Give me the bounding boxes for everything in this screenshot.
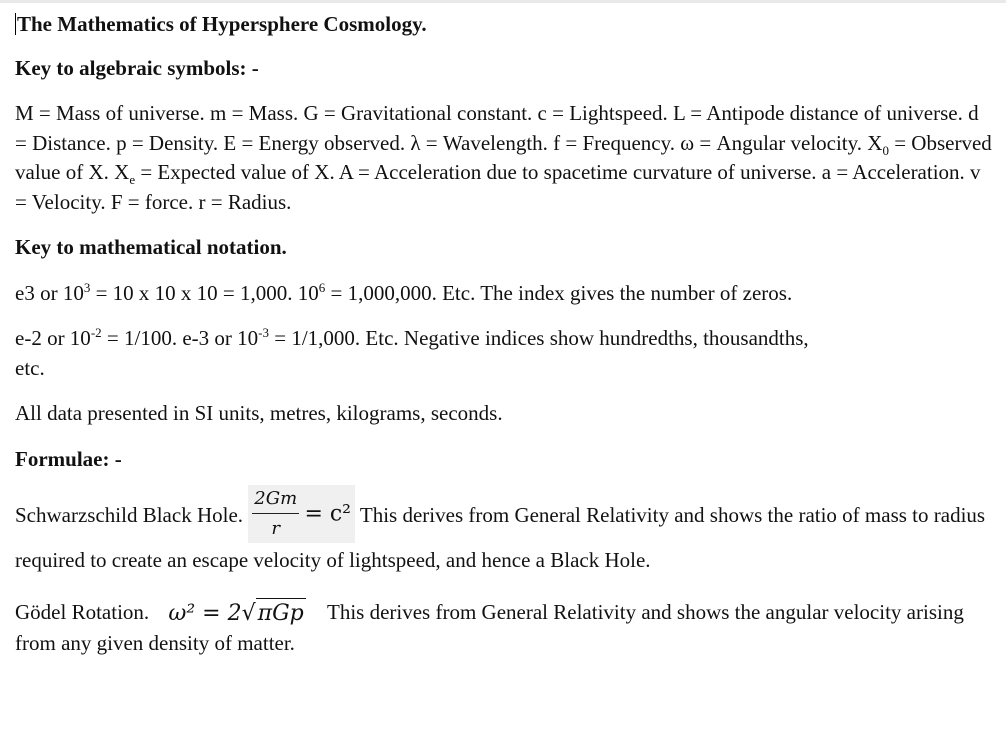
text-cursor — [15, 13, 16, 35]
notation-heading: Key to mathematical notation. — [15, 235, 287, 259]
top-border — [0, 0, 1006, 3]
godel-equation[interactable]: ω² = 2√πGp — [168, 601, 305, 626]
document-title: The Mathematics of Hypersphere Cosmology. — [17, 12, 427, 36]
notation-paragraph-positive: e3 or $10^3 = 10$ x 10 x 10 = 1,000. $10^6 = 1,000,000$. Etc. The index gives the number of zeros. — [15, 279, 793, 305]
schwarzschild-fraction: $\frac{2Gm}{r}$ — [254, 488, 298, 539]
formulae-heading: Formulae: - — [15, 446, 122, 471]
schwarzschild-equation[interactable] — [248, 485, 355, 543]
schwarzschild-rhs: = c² — [304, 501, 352, 527]
godel-text: This derives from General Relativity and shows the angular velocity arising from any given density of matter. — [15, 599, 964, 655]
godel-label: Gödel Rotation. — [15, 599, 150, 624]
notation-paragraph-negative: e-2 or $10^{-2} = 1/100$. e-3 or $10^{-3} = 1/1,000$. Etc. Negative indices show hundredths, thousandths, etc. — [15, 325, 809, 380]
document-body[interactable] — [15, 10, 995, 658]
schwarzschild-paragraph — [15, 488, 995, 576]
si-units-paragraph: All data presented in SI units, metres, kilograms, seconds. — [15, 401, 503, 425]
symbols-heading: Key to algebraic symbols: - — [15, 55, 259, 80]
schwarzschild-text: This derives from General Relativity and shows the ratio of mass to radius required to create an escape velocity of lightspeed, and hence a Black Hole. — [15, 502, 986, 572]
symbols-paragraph: M = Mass of universe. m = Mass. G = Gravitational constant. c = Lightspeed. L = Antipode distance of universe. d = Distance. p = Density. E = Energy observed. λ = Wavelength. f = Frequency. ω = Angular velocity. $X_0$ = Observed value of X. $X_e$ = Expected value of X. A = Acceleration due to spacetime curvature of universe. a = Acceleration. v = Velocity. F = force. r = Radius. — [15, 101, 992, 214]
godel-paragraph — [15, 598, 995, 659]
schwarzschild-label: Schwarzschild Black Hole. — [15, 502, 244, 527]
